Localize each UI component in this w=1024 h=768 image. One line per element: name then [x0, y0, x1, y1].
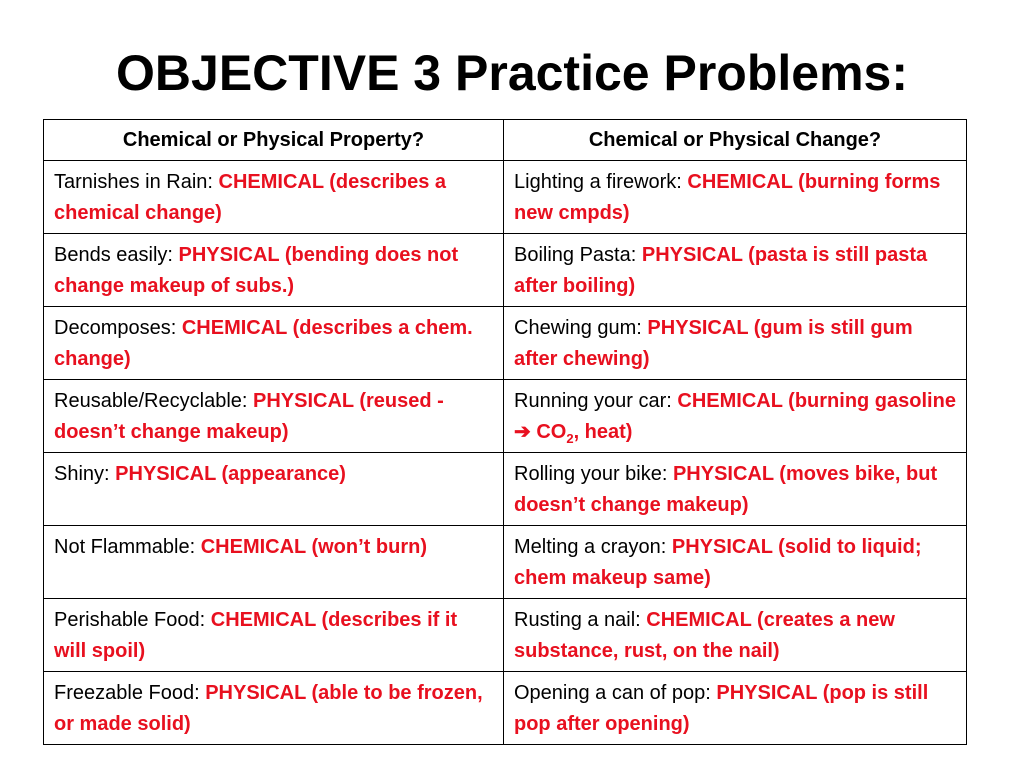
table-row — [44, 380, 967, 453]
change-item: Opening a can of pop: — [514, 682, 717, 704]
change-cell — [504, 161, 967, 234]
change-answer: PHYSICAL (moves bike, but doesn’t change makeup) — [514, 463, 938, 516]
property-cell — [44, 453, 504, 526]
change-cell — [504, 380, 967, 453]
property-cell — [44, 234, 504, 307]
change-cell — [504, 307, 967, 380]
change-item: Melting a crayon: — [514, 536, 672, 558]
property-answer: CHEMICAL (won’t burn) — [200, 536, 427, 558]
change-item: Rolling your bike: — [514, 463, 673, 485]
table-row — [44, 307, 967, 380]
change-answer: PHYSICAL (pasta is still pasta after boiling) — [514, 244, 928, 297]
table-row — [44, 234, 967, 307]
property-item: Not Flammable: — [54, 536, 201, 558]
change-item: Chewing gum: — [514, 317, 648, 339]
change-answer: CHEMICAL (burning forms new cmpds) — [514, 171, 941, 224]
change-cell — [504, 234, 967, 307]
property-answer: PHYSICAL (reused - doesn’t change makeup) — [54, 390, 444, 443]
change-answer: PHYSICAL (solid to liquid; chem makeup same) — [514, 536, 922, 589]
change-cell — [504, 453, 967, 526]
change-answer: CHEMICAL (creates a new substance, rust, on the nail) — [514, 609, 895, 662]
table-row — [44, 599, 967, 672]
arrow-right-icon: ➔ — [514, 421, 531, 443]
table-row — [44, 672, 967, 745]
change-answer: PHYSICAL (pop is still pop after opening) — [514, 682, 929, 735]
change-answer-part3: , heat) — [573, 421, 633, 443]
property-cell — [44, 161, 504, 234]
table-row — [44, 161, 967, 234]
change-item: Lighting a firework: — [514, 171, 688, 193]
table-row — [44, 526, 967, 599]
change-item: Running your car: — [514, 390, 678, 412]
property-item: Tarnishes in Rain: — [54, 171, 219, 193]
change-cell — [504, 599, 967, 672]
change-answer-part1: CHEMICAL (burning gasoline — [677, 390, 956, 412]
change-answer-part2: CO — [530, 421, 567, 443]
change-cell — [504, 672, 967, 745]
header-change: Chemical or Physical Change? — [504, 120, 967, 161]
table-header-row — [44, 120, 967, 161]
property-cell — [44, 307, 504, 380]
property-cell — [44, 380, 504, 453]
property-item: Perishable Food: — [54, 609, 211, 631]
property-item: Bends easily: — [54, 244, 179, 266]
property-cell — [44, 526, 504, 599]
change-answer: PHYSICAL (gum is still gum after chewing) — [514, 317, 913, 370]
property-answer: CHEMICAL (describes a chem. change) — [54, 317, 473, 370]
property-item: Reusable/Recyclable: — [54, 390, 253, 412]
slide-title: OBJECTIVE 3 Practice Problems: — [116, 45, 908, 101]
property-answer: CHEMICAL (describes if it will spoil) — [54, 609, 458, 662]
property-cell — [44, 599, 504, 672]
practice-problems-table — [43, 119, 967, 745]
table-row — [44, 453, 967, 526]
property-item: Shiny: — [54, 463, 116, 485]
header-property: Chemical or Physical Property? — [44, 120, 504, 161]
property-answer: PHYSICAL (able to be frozen, or made solid) — [54, 682, 483, 735]
change-item: Rusting a nail: — [514, 609, 647, 631]
property-item: Decomposes: — [54, 317, 182, 339]
change-cell — [504, 526, 967, 599]
property-answer: CHEMICAL (describes a chemical change) — [54, 171, 447, 224]
property-cell — [44, 672, 504, 745]
property-answer: PHYSICAL (bending does not change makeup of subs.) — [54, 244, 459, 297]
subscript-two: 2 — [566, 431, 574, 446]
property-answer: PHYSICAL (appearance) — [115, 463, 346, 485]
change-item: Boiling Pasta: — [514, 244, 642, 266]
property-item: Freezable Food: — [54, 682, 206, 704]
